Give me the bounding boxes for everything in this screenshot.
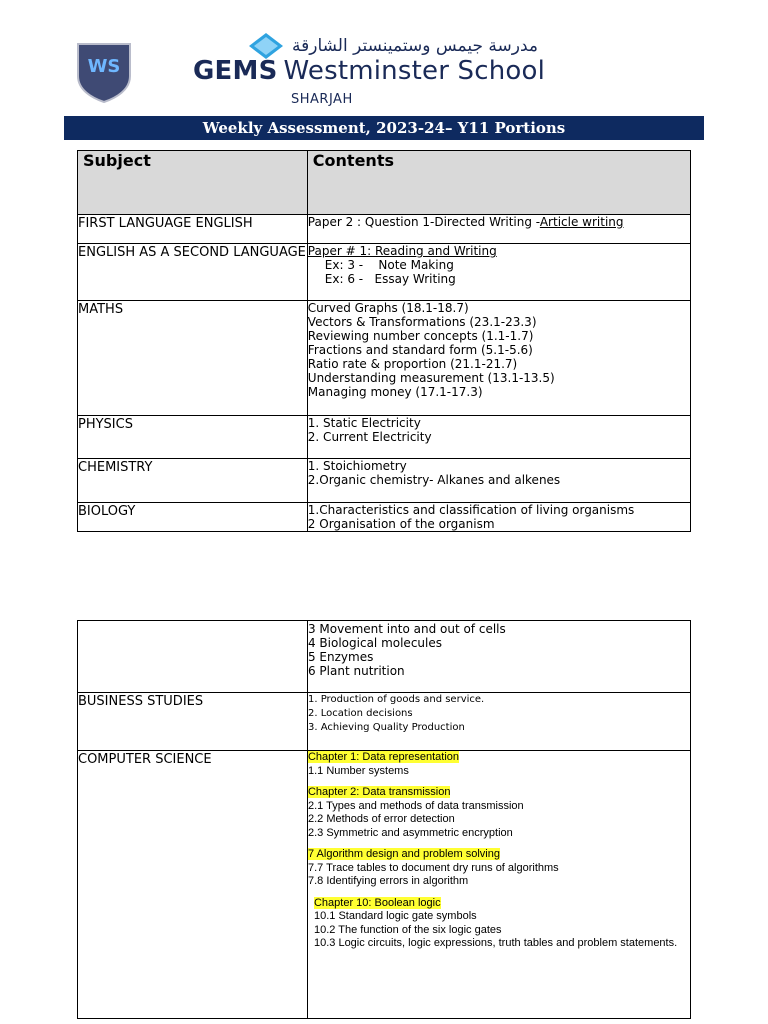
list-item: 2.3 Symmetric and asymmetric encryption <box>307 826 513 839</box>
list-item: 3. Achieving Quality Production <box>307 722 465 733</box>
list-item: 2.Organic chemistry- Alkanes and alkenes <box>307 473 561 487</box>
list-item: 3 Movement into and out of cells <box>307 622 506 636</box>
table-row <box>78 459 691 503</box>
list-item: 1.Characteristics and classification of living organisms <box>307 503 635 517</box>
portions-table-continued <box>77 620 691 1019</box>
subject-biology: BIOLOGY <box>78 503 308 532</box>
contents-esl <box>307 244 690 301</box>
list-item: 10.2 The function of the six logic gates <box>313 923 502 936</box>
list-item: Fractions and standard form (5.1-5.6) <box>307 343 533 357</box>
subject-biology-continued <box>78 621 308 693</box>
brand-name: GEMS <box>193 56 278 86</box>
contents-header: Contents <box>312 151 394 170</box>
list-item: 2. Current Electricity <box>307 430 432 444</box>
list-item: 7.8 Identifying errors in algorithm <box>307 875 469 887</box>
table-row <box>78 621 691 693</box>
table-row <box>78 416 691 459</box>
english-paper-text: Paper 2 : Question 1-Directed Writing - <box>307 215 540 229</box>
table-row <box>78 215 691 244</box>
list-item: 1. Static Electricity <box>307 416 421 430</box>
table-header-row <box>78 151 691 215</box>
contents-physics <box>307 416 690 459</box>
contents-business-studies <box>307 693 690 751</box>
list-item: 2.1 Types and methods of data transmission <box>307 799 524 812</box>
list-item: Vectors & Transformations (23.1-23.3) <box>307 315 537 329</box>
list-item: Ratio rate & proportion (21.1-21.7) <box>307 357 518 371</box>
crest-monogram: WS <box>87 56 121 77</box>
subject-chemistry: CHEMISTRY <box>78 459 308 503</box>
contents-maths <box>307 301 690 416</box>
subject-first-language-english: FIRST LANGUAGE ENGLISH <box>78 215 308 244</box>
contents-computer-science <box>307 751 690 1019</box>
subject-computer-science: COMPUTER SCIENCE <box>78 751 308 1019</box>
list-item: Ex: 6 - Essay Writing <box>324 272 456 286</box>
contents-biology-continued <box>307 621 690 693</box>
list-item: 1. Production of goods and service. <box>307 694 485 705</box>
table-row <box>78 693 691 751</box>
cs-chapter-2-title: Chapter 2: Data transmission <box>307 786 451 798</box>
school-title: Westminster School <box>283 56 546 86</box>
arabic-school-name: مدرسة جيمس وستمينستر الشارقة <box>292 36 538 56</box>
list-item: 10.3 Logic circuits, logic expressions, truth tables and problem statements. <box>313 937 678 949</box>
esl-paper: Paper # 1: Reading and Writing <box>307 244 497 258</box>
cs-chapter-1-title: Chapter 1: Data representation <box>307 751 460 763</box>
contents-chemistry <box>307 459 690 503</box>
subject-header: Subject <box>83 151 151 170</box>
list-item: Curved Graphs (18.1-18.7) <box>307 301 469 315</box>
table-row <box>78 751 691 1019</box>
list-item: 2.2 Methods of error detection <box>307 813 455 825</box>
list-item: 4 Biological molecules <box>307 636 442 650</box>
english-article-writing: Article writing <box>539 215 624 229</box>
contents-biology <box>307 503 690 532</box>
subject-physics: PHYSICS <box>78 416 308 459</box>
list-item: 1.1 Number systems <box>307 764 409 777</box>
list-item: 2. Location decisions <box>307 708 413 719</box>
list-item: 7.7 Trace tables to document dry runs of algorithms <box>307 861 559 874</box>
list-item: 2 Organisation of the organism <box>307 517 495 531</box>
campus-name: SHARJAH <box>291 92 353 107</box>
cs-chapter-7-title: 7 Algorithm design and problem solving <box>307 848 500 860</box>
list-item: 5 Enzymes <box>307 650 374 664</box>
portions-table <box>77 150 691 532</box>
table-row <box>78 503 691 532</box>
table-row <box>78 301 691 416</box>
list-item: 6 Plant nutrition <box>307 664 405 678</box>
list-item: 1. Stoichiometry <box>307 459 407 473</box>
school-crest-logo <box>76 42 132 104</box>
school-name <box>193 56 545 86</box>
list-item: Ex: 3 - Note Making <box>324 258 454 272</box>
subject-maths: MATHS <box>78 301 308 416</box>
subject-esl: ENGLISH AS A SECOND LANGUAGE <box>78 244 308 301</box>
list-item: Managing money (17.1-17.3) <box>307 385 483 399</box>
list-item: Reviewing number concepts (1.1-1.7) <box>307 329 534 343</box>
cs-chapter-10-title: Chapter 10: Boolean logic <box>313 896 441 909</box>
contents-first-language-english <box>307 215 690 244</box>
list-item: 10.1 Standard logic gate symbols <box>313 910 477 922</box>
list-item: Understanding measurement (13.1-13.5) <box>307 371 555 385</box>
subject-business-studies: BUSINESS STUDIES <box>78 693 308 751</box>
table-row <box>78 244 691 301</box>
assessment-banner: Weekly Assessment, 2023-24– Y11 Portions <box>64 116 704 140</box>
